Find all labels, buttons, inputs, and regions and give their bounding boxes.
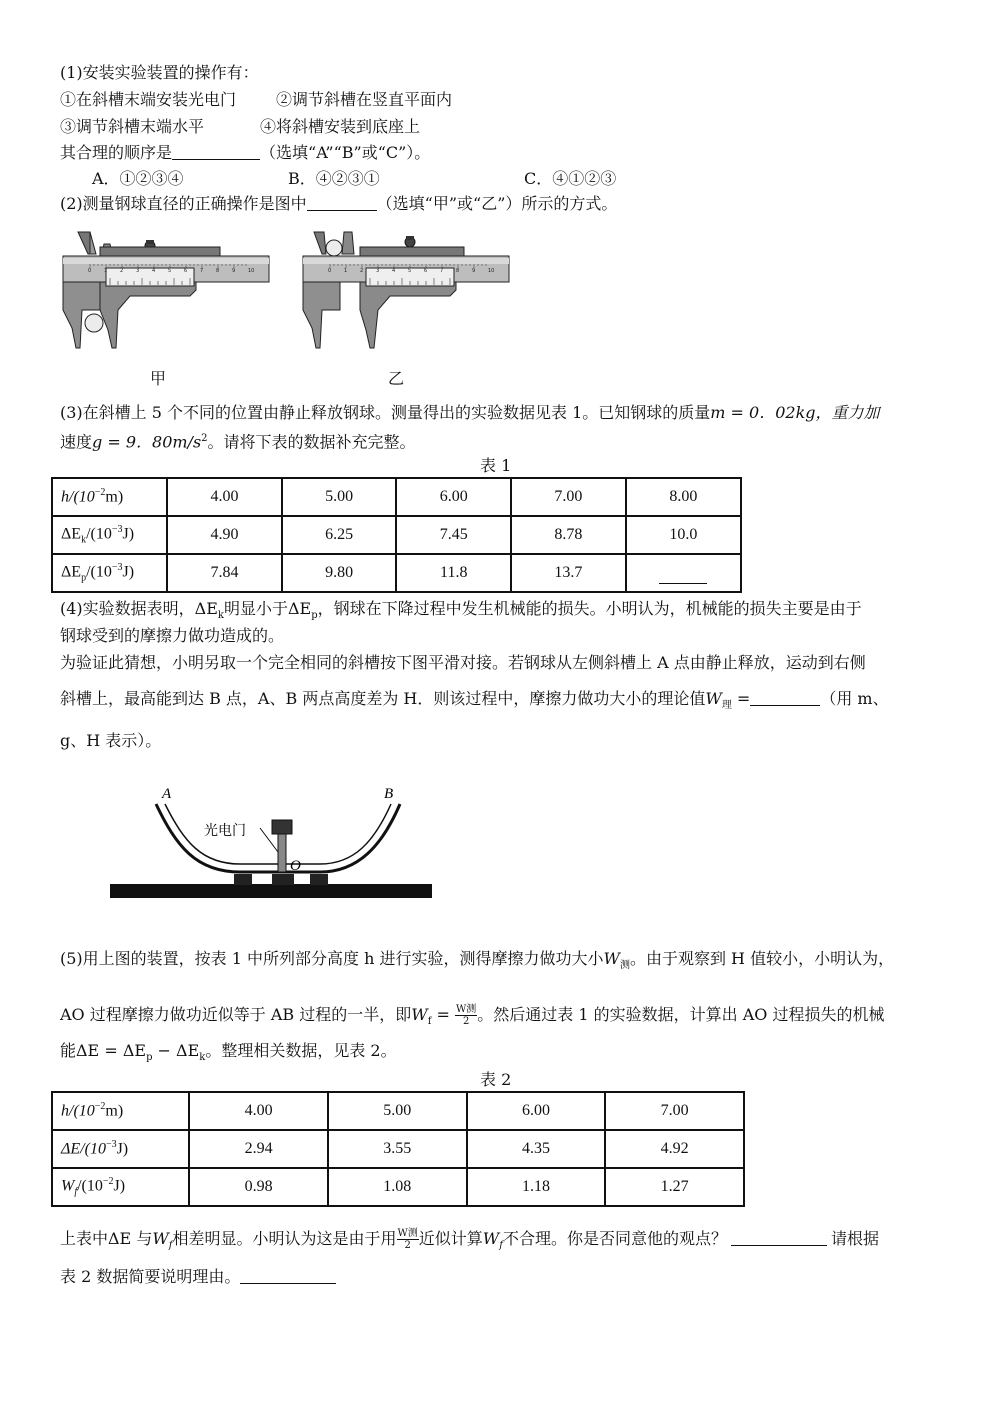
- table1-answer-cell[interactable]: [626, 554, 741, 592]
- q5-l3-a: 能ΔE = ΔE: [60, 1041, 147, 1060]
- q1-answer-blank[interactable]: [172, 143, 260, 160]
- q6-l1-a: 上表中ΔE 与: [60, 1229, 153, 1248]
- q5-l2-b: 。然后通过表 1 的实验数据，计算出 AO 过程损失的机械: [477, 1005, 885, 1024]
- table-cell: 7.45: [396, 516, 511, 554]
- scale-number: 0: [328, 268, 332, 274]
- table-cell: 1.27: [605, 1168, 744, 1206]
- q5-l3-c: 。整理相关数据，见表 2。: [205, 1041, 397, 1060]
- scale-number: 10: [248, 268, 255, 274]
- scale-number: 0: [88, 268, 92, 274]
- table-cell: 4.92: [605, 1130, 744, 1168]
- q4-l1-b: 明显小于ΔE: [223, 599, 312, 618]
- table2: [51, 1091, 745, 1207]
- q4-line5: g、H 表示）。: [60, 731, 162, 750]
- table-cell: 13.7: [511, 554, 626, 592]
- table1-row-h: [52, 478, 741, 516]
- q3-line1: [60, 402, 880, 424]
- table-cell: 4.00: [189, 1092, 328, 1130]
- scale-number: 8: [456, 268, 460, 274]
- scale-number: 6: [184, 268, 188, 274]
- q5-l2-a: AO 过程摩擦力做功近似等于 AB 过程的一半，即: [60, 1005, 412, 1024]
- table-cell: 3.55: [328, 1130, 467, 1168]
- scale-number: 3: [376, 268, 380, 274]
- label-jia: 甲: [150, 369, 167, 388]
- track-base: [110, 884, 432, 898]
- caliper-jia: [63, 232, 269, 348]
- photogate-label: 光电门: [204, 823, 246, 839]
- scale-number: 9: [232, 268, 236, 274]
- q6-l1-c: 近似计算: [418, 1229, 483, 1248]
- q1-order-line: [60, 142, 430, 164]
- q2-prefix: (2)测量钢球直径的正确操作是图中: [60, 194, 307, 213]
- scale-number: 9: [472, 268, 476, 274]
- table1-row-ep: [52, 554, 741, 592]
- q1-title: (1)安装实验装置的操作有：: [60, 63, 259, 82]
- table2-de-header: $\Delta E/(10^{-3}J)$: [52, 1130, 189, 1168]
- table2-row-de: [52, 1130, 744, 1168]
- q5-line2: AO 过程摩擦力做功近似等于 AB 过程的一半，即$W_f$ = $\frac{\text{W测}}{2}$ 。然后通过表 1 的实验数据，计算出 AO 过程损失的机械: [60, 1004, 885, 1028]
- table-cell: 5.00: [328, 1092, 467, 1130]
- q1-op1: ①在斜槽末端安装光电门: [60, 90, 237, 109]
- q3-line2: 速度g = 9．$80m/s^2$。请将下表的数据补充完整。: [60, 432, 416, 452]
- q1-choice-a[interactable]: A．①②③④: [92, 169, 184, 188]
- scale-number: 8: [216, 268, 220, 274]
- q6-l2: 表 2 数据简要说明理由。: [60, 1267, 241, 1286]
- q1-op3: ③调节斜槽末端水平: [60, 117, 205, 136]
- table-cell: 4.00: [167, 478, 282, 516]
- scale-number: 5: [168, 268, 172, 274]
- point-b-label: B: [384, 786, 394, 802]
- table1: [51, 477, 742, 593]
- table1-ek-header: $\Delta E_k/(10^{-3}J)$: [52, 516, 167, 554]
- q5-l1-b: 。由于观察到 H 值较小，小明认为，: [629, 949, 895, 968]
- q5-fraction: $\frac{\text{W测}}{2}$: [455, 1004, 477, 1027]
- table-cell: 8.00: [626, 478, 741, 516]
- q6-line1: 上表中ΔE 与$W_f$相差明显。小明认为这是由于用 $\frac{\text{W测}}{2}$ 近似计算$W_f$不合理。你是否同意他的观点？ 请根据: [60, 1228, 879, 1252]
- table-cell: 9.80: [282, 554, 397, 592]
- q3-line2-a: 速度: [60, 432, 93, 452]
- label-yi: 乙: [388, 369, 405, 388]
- q5-w-meas: W: [603, 949, 620, 968]
- scale-number: 7: [200, 268, 204, 274]
- scale-number: 4: [392, 268, 396, 274]
- table2-h-header: $h/(10^{-2}m)$: [52, 1092, 189, 1130]
- q4-answer-blank[interactable]: [750, 689, 820, 706]
- q6-line2: [60, 1266, 336, 1288]
- scale-number: 5: [408, 268, 412, 274]
- q3-gravity: g = 9．80m/s: [92, 432, 202, 452]
- q4-line2: 钢球受到的摩擦力做功造成的。: [60, 626, 285, 645]
- q1-order-suffix: （选填“A”“B”或“C”）。: [260, 143, 431, 162]
- q1-order-prefix: 其合理的顺序是: [60, 143, 173, 162]
- table-cell: 5.00: [282, 478, 397, 516]
- q6-answer-blank-2[interactable]: [240, 1267, 336, 1284]
- q6-answer-blank-1[interactable]: [731, 1229, 827, 1246]
- scale-number: 3: [136, 268, 140, 274]
- table-cell: 2.94: [189, 1130, 328, 1168]
- table-cell: 8.78: [511, 516, 626, 554]
- table-cell: 7.00: [511, 478, 626, 516]
- table-cell: 6.25: [282, 516, 397, 554]
- q1-op4: ④将斜槽安装到底座上: [260, 117, 421, 136]
- q3-mass: m = 0．02kg，重力加: [710, 403, 880, 422]
- scale-number: 6: [424, 268, 428, 274]
- scale-number: 2: [120, 268, 124, 274]
- table2-row-wf: [52, 1168, 744, 1206]
- track-diagram: [100, 780, 440, 905]
- table-cell: 1.08: [328, 1168, 467, 1206]
- q6-fraction: $\frac{\text{W测}}{2}$: [397, 1228, 418, 1251]
- q4-line4: 斜槽上，最高能到达 B 点，A、B 两点高度差为 H．则该过程中，摩擦力做功大小的理论值$W_理$ = （用 m、: [60, 689, 889, 712]
- q6-l1-b: 相差明显。小明认为这是由于用: [172, 1229, 397, 1248]
- photogate-head: [272, 820, 292, 834]
- point-o-label: O: [290, 858, 301, 874]
- q6-l1-d: 不合理。你是否同意他的观点？: [502, 1229, 727, 1248]
- q4-line1: (4)实验数据表明，$\Delta E_k$明显小于$\Delta E_p$，钢球在下降过程中发生机械能的损失。小明认为，机械能的损失主要是由于: [60, 599, 862, 622]
- q3-line2-b: 。请将下表的数据补充完整。: [207, 432, 416, 452]
- table-cell: 4.90: [167, 516, 282, 554]
- q2-line: [60, 193, 617, 215]
- table-cell: 1.18: [467, 1168, 606, 1206]
- caliper-yi-figure: [300, 226, 515, 354]
- q5-l1-a: (5)用上图的装置，按表 1 中所列部分高度 h 进行实验，测得摩擦力做功大小: [60, 949, 604, 968]
- q6-l1-e: 请根据: [830, 1229, 879, 1248]
- table-cell: 10.0: [626, 516, 741, 554]
- q2-suffix: （选填“甲”或“乙”）所示的方式。: [376, 194, 618, 213]
- table-cell: 11.8: [396, 554, 511, 592]
- scale-number: 4: [152, 268, 156, 274]
- point-a-label: A: [162, 786, 172, 802]
- scale-number: 10: [488, 268, 495, 274]
- q2-answer-blank[interactable]: [307, 194, 377, 211]
- caliper-jia-figure: [60, 226, 275, 354]
- q1-choice-b[interactable]: B．④②③①: [288, 169, 380, 188]
- scale-number: 2: [360, 268, 364, 274]
- table1-row-ek: [52, 516, 741, 554]
- table2-row-h: [52, 1092, 744, 1130]
- table2-caption: 表 2: [480, 1070, 512, 1089]
- table-cell: 7.84: [167, 554, 282, 592]
- q4-w-theory: W: [705, 689, 722, 708]
- table2-wf-header: $W_f/(10^{-2}J)$: [52, 1168, 189, 1206]
- q4-l4-a: 斜槽上，最高能到达 B 点，A、B 两点高度差为 H．则该过程中，摩擦力做功大小的理论值: [60, 689, 706, 708]
- table1-h-header: $h/(10^{-2}m)$: [52, 478, 167, 516]
- table-cell: 0.98: [189, 1168, 328, 1206]
- scale-number: 1: [104, 268, 108, 274]
- q3-line1-text: (3)在斜槽上 5 个不同的位置由静止释放钢球。测量得出的实验数据见表 1。已知钢球的质量: [60, 403, 711, 422]
- scale-number: 7: [440, 268, 444, 274]
- table-cell: 6.00: [396, 478, 511, 516]
- q4-l1-a: (4)实验数据表明，ΔE: [60, 599, 218, 618]
- q1-choice-c[interactable]: C．④①②③: [524, 169, 617, 188]
- caliper-yi: [303, 232, 509, 348]
- q4-l1-c: ，钢球在下降过程中发生机械能的损失。小明认为，机械能的损失主要是由于: [317, 599, 862, 618]
- q5-line1: (5)用上图的装置，按表 1 中所列部分高度 h 进行实验，测得摩擦力做功大小$W_测$。由于观察到 H 值较小，小明认为，: [60, 949, 895, 972]
- table-cell: 7.00: [605, 1092, 744, 1130]
- q5-line3: 能$\Delta E = \Delta E_p - \Delta E_k$。整理相关数据，见表 2。: [60, 1041, 397, 1064]
- photogate-post: [278, 834, 286, 872]
- table-cell: 6.00: [467, 1092, 606, 1130]
- q4-line3: 为验证此猜想，小明另取一个完全相同的斜槽按下图平滑对接。若钢球从左侧斜槽上 A 点由静止释放，运动到右侧: [60, 653, 866, 672]
- q1-op2: ②调节斜槽在竖直平面内: [276, 90, 453, 109]
- table1-ep-header: $\Delta E_p/(10^{-3}J)$: [52, 554, 167, 592]
- table1-caption: 表 1: [480, 456, 512, 475]
- scale-number: 1: [344, 268, 348, 274]
- q4-l4-b: （用 m、: [820, 689, 889, 708]
- table-cell: 4.35: [467, 1130, 606, 1168]
